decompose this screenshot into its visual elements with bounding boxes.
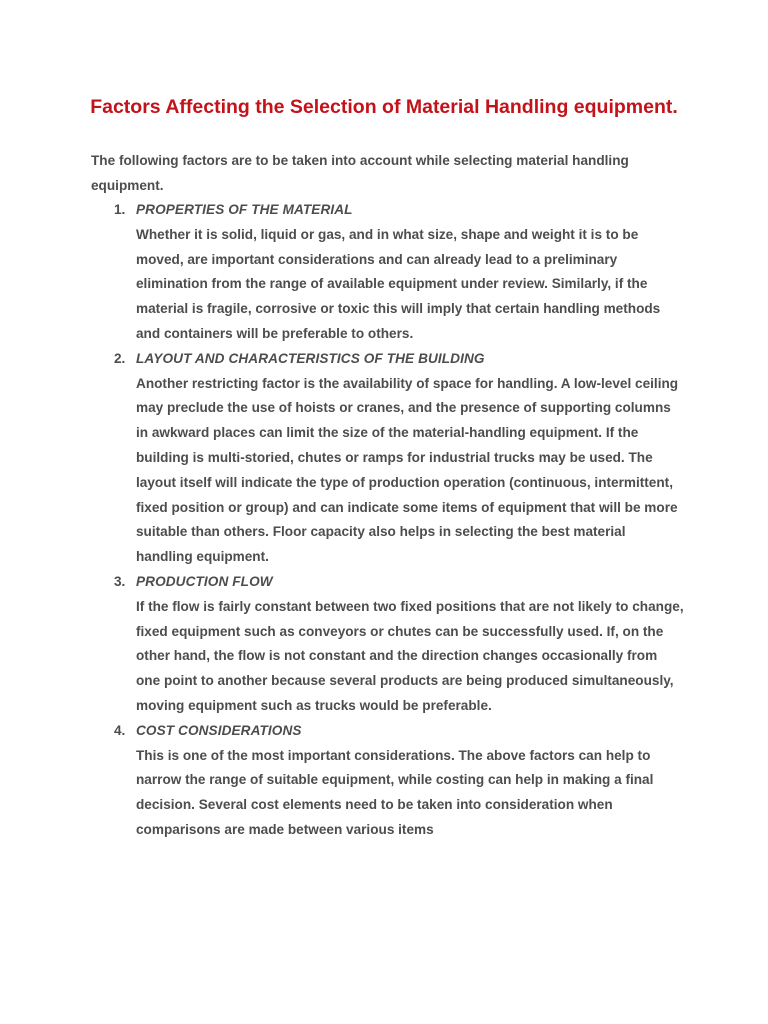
list-item: [0, 198, 768, 347]
list-item: [0, 570, 768, 719]
factors-list: [0, 198, 768, 843]
list-item: [0, 347, 768, 570]
list-item-number: 2.: [114, 350, 126, 366]
list-item-number: 3.: [114, 573, 126, 589]
list-item-body: If the flow is fairly constant between two fixed positions that are not likely to change, fixed equipment such as conveyors or chutes can be successfully used. If, on the other hand, the flow is not constant and the direction changes occasionally from one point to another because several products are being produced simultaneously, moving equipment such as trucks would be preferable.: [136, 598, 684, 713]
list-item-body: Another restricting factor is the availability of space for handling. A low-level ceiling may preclude the use of hoists or cranes, and the presence of supporting columns in awkward places can limit the size of the material-handling equipment. If the building is multi-storied, chutes or ramps for industrial trucks may be used. The layout itself will indicate the type of production operation (continuous, intermittent, fixed position or group) and can indicate some items of equipment that will be more suitable than others. Floor capacity also helps in selecting the best material handling equipment.: [136, 375, 679, 565]
list-item-number: 1.: [114, 202, 126, 217]
list-item-number: 4.: [114, 722, 126, 738]
list-item-heading: PRODUCTION FLOW: [136, 573, 273, 589]
list-item-body: Whether it is solid, liquid or gas, and in what size, shape and weight it is to be moved, are important considerations and can already lead to a preliminary elimination from the range of available equipment under review. Similarly, if the material is fragile, corrosive or toxic this will imply that certain handling methods and containers will be preferable to others.: [136, 226, 661, 341]
page-title: Factors Affecting the Selection of Material Handling equipment.: [90, 96, 678, 118]
list-item-heading: COST CONSIDERATIONS: [136, 722, 302, 738]
list-item: [0, 719, 768, 843]
list-item-body: This is one of the most important considerations. The above factors can help to narrow the range of suitable equipment, while costing can help in making a final decision. Several cost elements need to be taken into consideration when comparisons are made between various items: [136, 747, 654, 837]
intro-paragraph: The following factors are to be taken into account while selecting material handling equipment.: [91, 153, 629, 193]
list-item-heading: LAYOUT AND CHARACTERISTICS OF THE BUILDING: [136, 350, 485, 366]
list-item-heading: PROPERTIES OF THE MATERIAL: [136, 202, 353, 217]
